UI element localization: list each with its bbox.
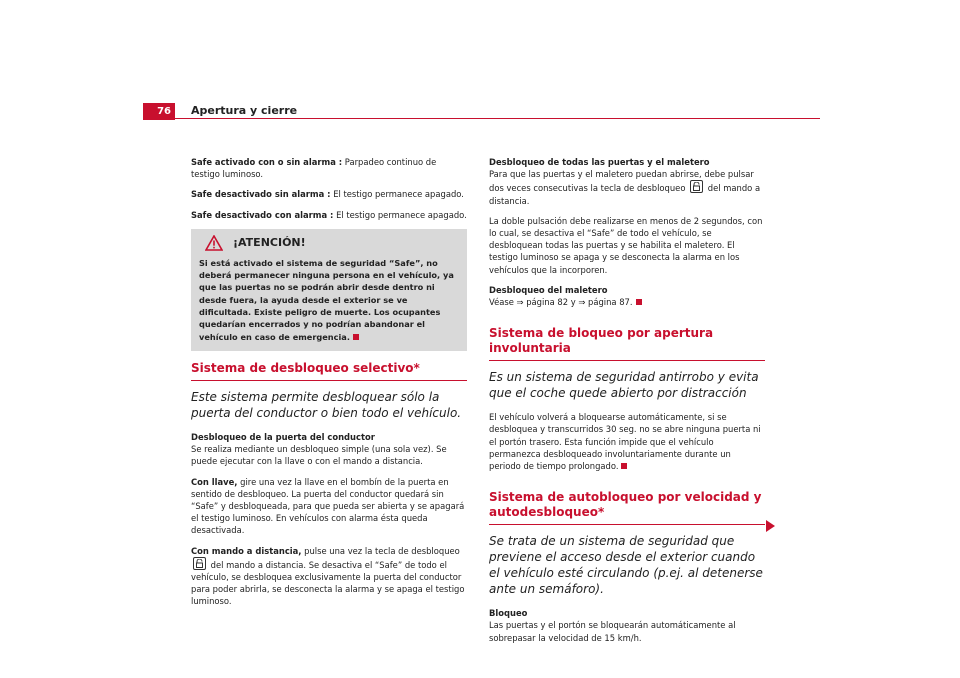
paragraph-trunk: Desbloqueo del maletero Véase ⇒ página 82 y ⇒ página 87. <box>489 284 765 308</box>
warning-text: Si está activado el sistema de seguridad “Safe”, no deberá permanecer ninguna persona en el vehículo, ya que las puertas no se podrán abrir desde dentro ni desde fuera, la ayuda desde el exterior se ve dificultada. Existe peligro de muerte. Los ocupantes quedarían encerrados y no podrían abandonar el vehículo en caso de emergencia. <box>199 257 454 342</box>
warning-header <box>199 235 459 251</box>
warning-title: ¡ATENCIÓN! <box>233 235 306 249</box>
section-intro-selective-unlock: Este sistema permite desbloquear sólo la puerta del conductor o bien todo el vehículo. <box>191 389 462 420</box>
paragraph-lock: Bloqueo Las puertas y el portón se bloquearán automáticamente al sobrepasar la velocidad de 15 km/h. <box>489 608 736 643</box>
paragraph-unlock-all: Desbloqueo de todas las puertas y el maletero Para que las puertas y el maletero puedan abrirse, debe pulsar dos veces consecutivas la tecla de desbloqueo del mando a distancia. <box>489 157 761 206</box>
section-title-selective-unlock: Sistema de desbloqueo selectivo* <box>191 361 467 381</box>
left-column <box>191 156 467 616</box>
paragraph-double-press: La doble pulsación debe realizarse en menos de 2 segundos, con lo cual, se desactiva el “Safe” de todo el vehículo, se desbloquean todas las puertas y se habilita el maletero. El testigo luminoso se apaga y se desconecta la alarma en los vehículos que la incorporen. <box>489 215 763 275</box>
section-title-speed-lock: Sistema de autobloqueo por velocidad y autodesbloqueo* <box>489 490 765 525</box>
safe-line-1: Safe activado con o sin alarma : Parpadeo continuo de testigo luminoso. <box>191 157 437 180</box>
end-mark-icon <box>636 299 642 305</box>
paragraph-with-key: Con llave, gire una vez la llave en el bombín de la puerta en sentido de desbloqueo. La puerta del conductor quedará sin “Safe” y desbloqueada, para que pueda ser abierta y se apagará el testigo luminoso. En vehículos con alarma ésta queda desactivada. <box>191 476 465 536</box>
section-intro-involuntary-lock: Es un sistema de seguridad antirrobo y evita que el coche quede abierto por distracción <box>489 370 759 401</box>
section-intro-speed-lock: Se trata de un sistema de seguridad que previene el acceso desde el exterior cuando el vehículo esté circulando (p.ej. al detenerse ante un semáforo). <box>489 534 763 597</box>
unlock-key-icon <box>193 557 206 570</box>
paragraph-remote: Con mando a distancia, pulse una vez la tecla de desbloqueo del mando a distancia. Se desactiva el “Safe” de todo el vehículo, se desbloquea exclusivamente la puerta del conductor para poder abrirla, se desconecta la alarma y se apaga el testigo luminoso. <box>191 545 465 607</box>
warning-box <box>191 229 467 351</box>
safe-line-3: Safe desactivado con alarma : El testigo permanece apagado. <box>191 209 467 220</box>
header-divider <box>175 118 820 119</box>
paragraph-driver-door: Desbloqueo de la puerta del conductor Se realiza mediante un desbloqueo simple (una sola vez). Se puede ejecutar con la llave o con el mando a distancia. <box>191 431 447 467</box>
continue-arrow-icon <box>766 520 775 532</box>
page-header-title: Apertura y cierre <box>191 104 298 117</box>
unlock-key-icon <box>690 180 703 193</box>
end-mark-icon <box>621 463 627 469</box>
section-title-involuntary-lock: Sistema de bloqueo por apertura involuntaria <box>489 326 765 361</box>
safe-line-2: Safe desactivado sin alarma : El testigo permanece apagado. <box>191 189 464 200</box>
warning-triangle-icon <box>205 235 223 251</box>
page-number: 76 <box>143 103 175 120</box>
paragraph-auto-relock: El vehículo volverá a bloquearse automáticamente, si se desbloquea y transcurridos 30 seg. no se abre ninguna puerta ni el portón trasero. Esta función impide que el vehículo permanezca desbloqueado involuntariamente durante un periodo de tiempo prolongado. <box>489 412 761 472</box>
right-column <box>489 156 765 652</box>
end-mark-icon <box>353 334 359 340</box>
